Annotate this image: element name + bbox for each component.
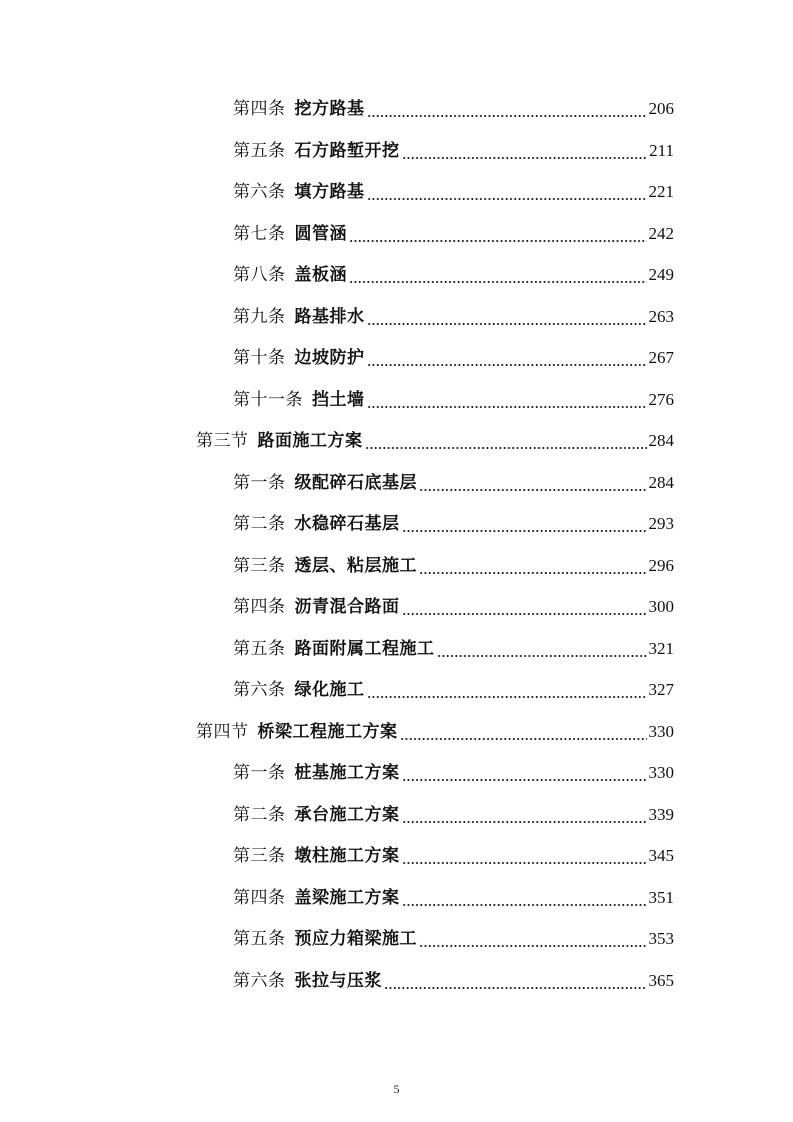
toc-entry[interactable] xyxy=(233,675,674,705)
entry-label: 第六条 xyxy=(233,971,286,991)
toc-entry[interactable] xyxy=(233,385,674,415)
toc-entry[interactable] xyxy=(233,343,674,373)
entry-title: 水稳碎石基层 xyxy=(294,514,400,534)
entry-label: 第十一条 xyxy=(233,390,303,410)
entry-title: 墩柱施工方案 xyxy=(294,846,400,866)
toc-entry-section[interactable] xyxy=(196,717,674,747)
entry-title: 预应力箱梁施工 xyxy=(294,929,417,949)
entry-label: 第四节 xyxy=(196,722,249,742)
dot-leader xyxy=(402,857,647,869)
toc-entry[interactable] xyxy=(233,509,674,539)
toc-entry[interactable] xyxy=(233,468,674,498)
entry-label: 第二条 xyxy=(233,514,286,534)
entry-title: 桥梁工程施工方案 xyxy=(257,722,398,742)
entry-page-number: 293 xyxy=(648,514,674,533)
dot-leader xyxy=(367,359,647,371)
entry-title: 边坡防护 xyxy=(294,348,365,368)
entry-title: 透层、粘层施工 xyxy=(294,556,417,576)
dot-leader xyxy=(367,193,647,205)
dot-leader xyxy=(402,608,647,620)
entry-title: 沥青混合路面 xyxy=(294,597,400,617)
entry-page-number: 221 xyxy=(648,182,674,201)
entry-label: 第四条 xyxy=(233,888,286,908)
entry-label: 第三条 xyxy=(233,846,286,866)
dot-leader xyxy=(402,774,647,786)
entry-label: 第六条 xyxy=(233,680,286,700)
entry-page-number: 365 xyxy=(648,971,674,990)
entry-page-number: 242 xyxy=(648,224,674,243)
entry-page-number: 353 xyxy=(648,929,674,948)
entry-title: 盖梁施工方案 xyxy=(294,888,400,908)
entry-label: 第七条 xyxy=(233,224,286,244)
entry-page-number: 296 xyxy=(648,556,674,575)
dot-leader xyxy=(419,567,647,579)
entry-page-number: 351 xyxy=(648,888,674,907)
dot-leader xyxy=(402,899,647,911)
dot-leader xyxy=(367,401,647,413)
dot-leader xyxy=(437,650,647,662)
dot-leader xyxy=(400,733,647,745)
entry-title: 盖板涵 xyxy=(294,265,347,285)
page-footer-number: 5 xyxy=(393,1082,400,1096)
entry-title: 挖方路基 xyxy=(294,99,365,119)
entry-title: 路面施工方案 xyxy=(257,431,363,451)
toc-entry[interactable] xyxy=(233,219,674,249)
entry-title: 路面附属工程施工 xyxy=(294,639,435,659)
toc-entry[interactable] xyxy=(233,883,674,913)
dot-leader xyxy=(402,152,648,164)
entry-title: 石方路堑开挖 xyxy=(294,141,400,161)
toc-entry[interactable] xyxy=(233,260,674,290)
entry-title: 挡土墙 xyxy=(312,390,365,410)
toc-entry-section[interactable] xyxy=(196,426,674,456)
entry-page-number: 321 xyxy=(648,639,674,658)
entry-page-number: 284 xyxy=(648,473,674,492)
entry-title: 级配碎石底基层 xyxy=(294,473,417,493)
entry-label: 第五条 xyxy=(233,141,286,161)
entry-page-number: 345 xyxy=(648,846,674,865)
entry-page-number: 330 xyxy=(648,763,674,782)
entry-label: 第五条 xyxy=(233,639,286,659)
entry-title: 承台施工方案 xyxy=(294,805,400,825)
entry-label: 第四条 xyxy=(233,99,286,119)
entry-label: 第一条 xyxy=(233,763,286,783)
entry-title: 圆管涵 xyxy=(294,224,347,244)
entry-page-number: 211 xyxy=(649,141,674,160)
dot-leader xyxy=(349,235,647,247)
entry-label: 第十条 xyxy=(233,348,286,368)
entry-page-number: 300 xyxy=(648,597,674,616)
dot-leader xyxy=(367,110,647,122)
dot-leader xyxy=(365,442,647,454)
toc-entry[interactable] xyxy=(233,634,674,664)
entry-title: 路基排水 xyxy=(294,307,365,327)
toc-entry[interactable] xyxy=(233,177,674,207)
entry-page-number: 339 xyxy=(648,805,674,824)
toc-entry[interactable] xyxy=(233,94,674,124)
dot-leader xyxy=(402,816,647,828)
entry-label: 第二条 xyxy=(233,805,286,825)
entry-label: 第九条 xyxy=(233,307,286,327)
toc-entry[interactable] xyxy=(233,302,674,332)
entry-title: 填方路基 xyxy=(294,182,365,202)
dot-leader xyxy=(367,691,647,703)
dot-leader xyxy=(349,276,647,288)
entry-title: 桩基施工方案 xyxy=(294,763,400,783)
entry-page-number: 330 xyxy=(648,722,674,741)
entry-label: 第三节 xyxy=(196,431,249,451)
entry-page-number: 276 xyxy=(648,390,674,409)
entry-page-number: 327 xyxy=(648,680,674,699)
dot-leader xyxy=(419,484,647,496)
dot-leader xyxy=(384,982,647,994)
entry-label: 第四条 xyxy=(233,597,286,617)
toc-entry[interactable] xyxy=(233,551,674,581)
toc-entry[interactable] xyxy=(233,800,674,830)
entry-page-number: 267 xyxy=(648,348,674,367)
entry-page-number: 263 xyxy=(648,307,674,326)
toc-entry[interactable] xyxy=(233,966,674,996)
toc-entry[interactable] xyxy=(233,136,674,166)
entry-label: 第三条 xyxy=(233,556,286,576)
entry-page-number: 284 xyxy=(648,431,674,450)
toc-entry[interactable] xyxy=(233,758,674,788)
entry-label: 第六条 xyxy=(233,182,286,202)
dot-leader xyxy=(367,318,647,330)
entry-title: 绿化施工 xyxy=(294,680,365,700)
toc-entry[interactable] xyxy=(233,924,674,954)
entry-page-number: 249 xyxy=(648,265,674,284)
entry-label: 第八条 xyxy=(233,265,286,285)
toc-entry[interactable] xyxy=(233,841,674,871)
entry-label: 第一条 xyxy=(233,473,286,493)
entry-title: 张拉与压浆 xyxy=(294,971,382,991)
dot-leader xyxy=(419,940,647,952)
toc-entry[interactable] xyxy=(233,592,674,622)
entry-label: 第五条 xyxy=(233,929,286,949)
dot-leader xyxy=(402,525,647,537)
entry-page-number: 206 xyxy=(648,99,674,118)
